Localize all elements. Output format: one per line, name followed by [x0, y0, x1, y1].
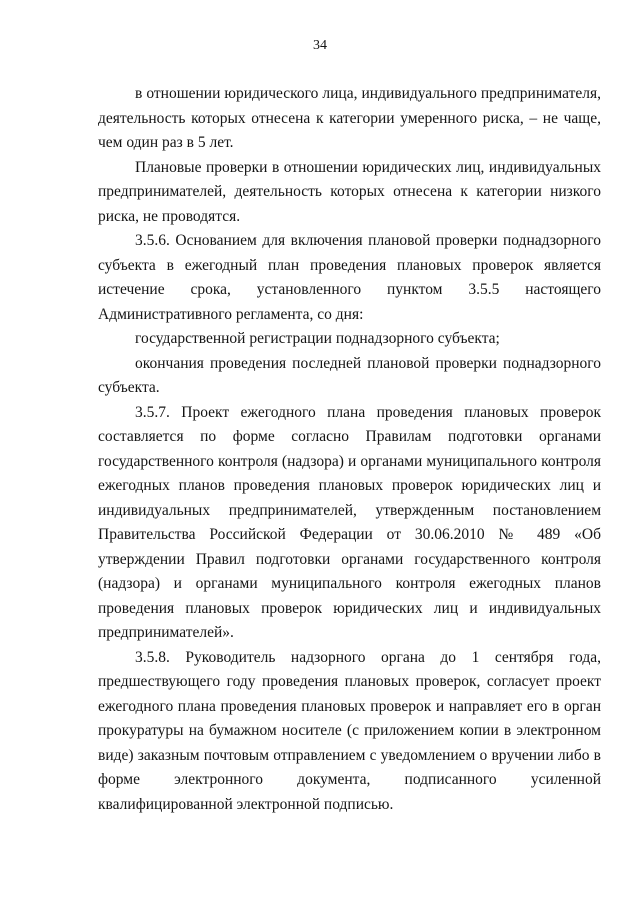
paragraph-risk-moderate: в отношении юридического лица, индивидуального предпринимателя, деятельность которых отнесена к категории умеренного риска, – не чаще, чем один раз в 5 лет. — [98, 85, 601, 151]
paragraph-last-inspection: окончания проведения последней плановой проверки поднадзорного субъекта. — [98, 354, 601, 396]
body-text — [98, 82, 601, 817]
paragraph-3-5-8: 3.5.8. Руководитель надзорного органа до 1 сентября года, предшествующего году проведения плановых проверок, согласует проект ежегодного плана проведения плановых проверок и направляет его в орган прокуратуры на бумажном носителе (с приложением копии в электронном виде) заказным почтовым отправлением с уведомлением о вручении либо в форме электронного документа, подписанного усиленной квалифицированной электронной подписью. — [98, 648, 601, 813]
paragraph-3-5-6: 3.5.6. Основанием для включения плановой проверки поднадзорного субъекта в ежегодный план проведения плановых проверок является истечение срока, установленного пунктом 3.5.5 настоящего Административного регламента, со дня: — [98, 232, 601, 323]
page-number: 34 — [313, 38, 327, 53]
paragraph-3-5-7: 3.5.7. Проект ежегодного плана проведения плановых проверок составляется по форме согласно Правилам подготовки органами государственного контроля (надзора) и органами муниципального контроля ежегодных планов проведения плановых проверок юридических лиц и индивидуальных предпринимателей, утвержденным постановлением Правительства Российской Федерации от 30.06.2010 № 489 «Об утверждении Правил подготовки органами государственного контроля (надзора) и органами муниципального контроля ежегодных планов проведения плановых проверок юридических лиц и индивидуальных предпринимателей». — [98, 403, 601, 641]
paragraph-state-registration: государственной регистрации поднадзорного субъекта; — [135, 330, 500, 347]
paragraph-risk-low: Плановые проверки в отношении юридических лиц, индивидуальных предпринимателей, деятельность которых отнесена к категории низкого риска, не проводятся. — [98, 158, 601, 225]
